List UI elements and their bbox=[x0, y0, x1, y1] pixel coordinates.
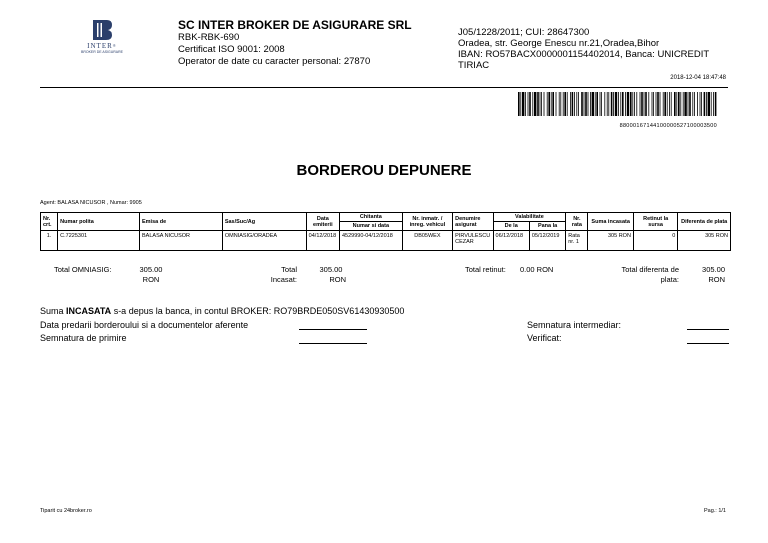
printed-with: Tiparit cu 24broker.ro bbox=[40, 508, 92, 514]
logo-registered: ® bbox=[112, 43, 117, 48]
verificat-line bbox=[687, 343, 729, 344]
cell-data: 04/12/2018 bbox=[306, 231, 339, 251]
company-logo bbox=[72, 18, 132, 66]
total-omniasig-currency: RON bbox=[142, 275, 160, 284]
suma-rest: s-a depus la banca, in contul BROKER: RO79BRDE050SV61430930500 bbox=[111, 306, 405, 316]
bank-deposit-statement bbox=[40, 305, 404, 318]
header-nr-rata: Nr. rata bbox=[566, 213, 588, 231]
logo-mark-icon bbox=[91, 18, 113, 42]
total-omniasig-amount: 305.00 bbox=[139, 265, 163, 274]
barcode bbox=[518, 92, 717, 116]
header-pana-la: Pana la bbox=[529, 222, 565, 231]
data-predarii-label: Data predarii borderoului si a documentelor aferente bbox=[40, 320, 249, 330]
header-de-la: De la bbox=[493, 222, 529, 231]
total-omniasig-label: Total OMNIASIG: bbox=[54, 265, 112, 274]
semnatura-primire-label: Semnatura de primire bbox=[40, 333, 127, 343]
total-incasat-currency: RON bbox=[329, 275, 346, 284]
semnatura-intermediar-label: Semnatura intermediar: bbox=[527, 320, 622, 330]
company-detail-2: Oradea, str. George Enescu nr.21,Oradea,Bihor bbox=[458, 38, 660, 49]
header-numar-polita: Numar polita bbox=[58, 213, 140, 231]
header-valabilitate: Valabilitate bbox=[493, 213, 566, 222]
cell-suma: 305 RON bbox=[588, 231, 633, 251]
table-row bbox=[41, 231, 731, 251]
cell-diferenta: 305 RON bbox=[678, 231, 731, 251]
agent-line: Agent: BALASA NICUSOR , Numar: 9905 bbox=[40, 200, 142, 206]
cell-polita: C.7225301 bbox=[58, 231, 140, 251]
cell-vehicul: DB05WEX bbox=[402, 231, 453, 251]
suma-prefix: Suma bbox=[40, 306, 67, 316]
company-detail-4: TIRIAC bbox=[458, 60, 490, 71]
semnatura-primire-line bbox=[299, 343, 367, 344]
suma-bold: INCASATA bbox=[66, 306, 112, 316]
policies-table bbox=[40, 212, 731, 251]
header-nr-crt: Nr. crt. bbox=[41, 213, 58, 231]
cell-de-la: 06/12/2018 bbox=[493, 231, 529, 251]
header-emisa-de: Emisa de bbox=[140, 213, 223, 231]
semnatura-intermediar-line bbox=[687, 329, 729, 330]
header-sas: Sas/Suc/Ag bbox=[222, 213, 306, 231]
header-divider bbox=[40, 87, 728, 88]
barcode-number: 88000167144100000527100003500 bbox=[619, 123, 717, 129]
total-diferenta-label-1: Total diferenta de bbox=[621, 265, 679, 274]
total-diferenta-amount: 305.00 bbox=[702, 265, 725, 274]
company-data-operator: Operator de date cu caracter personal: 27870 bbox=[178, 56, 371, 67]
cell-rata: Rata nr. 1 bbox=[566, 231, 588, 251]
company-iso: Certificat ISO 9001: 2008 bbox=[178, 44, 285, 55]
header-denumire: Denumire asigurat bbox=[453, 213, 493, 231]
print-timestamp: 2018-12-04 18:47:48 bbox=[670, 75, 726, 81]
cell-chitanta: 4529990-04/12/2018 bbox=[340, 231, 403, 251]
cell-retinut: 0 bbox=[633, 231, 677, 251]
total-diferenta-label-2: plata: bbox=[660, 275, 679, 284]
header-nr-inmatr: Nr. inmatr. / inreg. vehicul bbox=[402, 213, 453, 231]
cell-asigurat: PIRVULESCU CEZAR bbox=[453, 231, 493, 251]
company-name: SC INTER BROKER DE ASIGURARE SRL bbox=[178, 18, 412, 32]
header-chitanta: Chitanta bbox=[340, 213, 403, 222]
logo-word: INTER bbox=[87, 42, 113, 50]
header-suma: Suma incasata bbox=[588, 213, 633, 231]
header-data-emiterii: Data emiterii bbox=[306, 213, 339, 231]
page-number: Pag.: 1/1 bbox=[703, 508, 726, 514]
cell-nr: 1. bbox=[41, 231, 58, 251]
document-title: BORDEROU DEPUNERE bbox=[296, 162, 472, 179]
verificat-label: Verificat: bbox=[527, 333, 562, 343]
total-incasat-amount: 305.00 bbox=[319, 265, 343, 274]
total-incasat-label-2: Incasat: bbox=[270, 275, 297, 284]
header-diferenta: Diferenta de plata bbox=[678, 213, 731, 231]
company-detail-3: IBAN: RO57BACX0000001154402014, Banca: UNICREDIT bbox=[458, 49, 710, 60]
total-retinut-label: Total retinut: bbox=[465, 265, 506, 274]
company-detail-1: J05/1228/2011; CUI: 28647300 bbox=[458, 27, 590, 38]
company-registration: RBK-RBK-690 bbox=[178, 32, 240, 43]
header-numar-si-data: Numar si data bbox=[340, 222, 403, 231]
total-diferenta-label bbox=[605, 265, 679, 285]
total-retinut-value: 0.00 RON bbox=[520, 265, 554, 274]
total-incasat-label bbox=[245, 265, 297, 285]
total-incasat-label-1: Total bbox=[281, 265, 297, 274]
total-incasat-value bbox=[316, 265, 346, 285]
logo-subtitle: BROKER DE ASIGURARE bbox=[80, 50, 123, 54]
cell-emisa: BALASA NICUSOR bbox=[140, 231, 223, 251]
total-diferenta-currency: RON bbox=[708, 275, 725, 284]
header-retinut: Retinut la sursa bbox=[633, 213, 677, 231]
total-diferenta-value bbox=[697, 265, 725, 285]
data-predarii-line bbox=[299, 329, 367, 330]
cell-sas: OMNIASIG/ORADEA bbox=[222, 231, 306, 251]
cell-pana-la: 05/12/2019 bbox=[529, 231, 565, 251]
total-omniasig-value bbox=[138, 265, 164, 285]
